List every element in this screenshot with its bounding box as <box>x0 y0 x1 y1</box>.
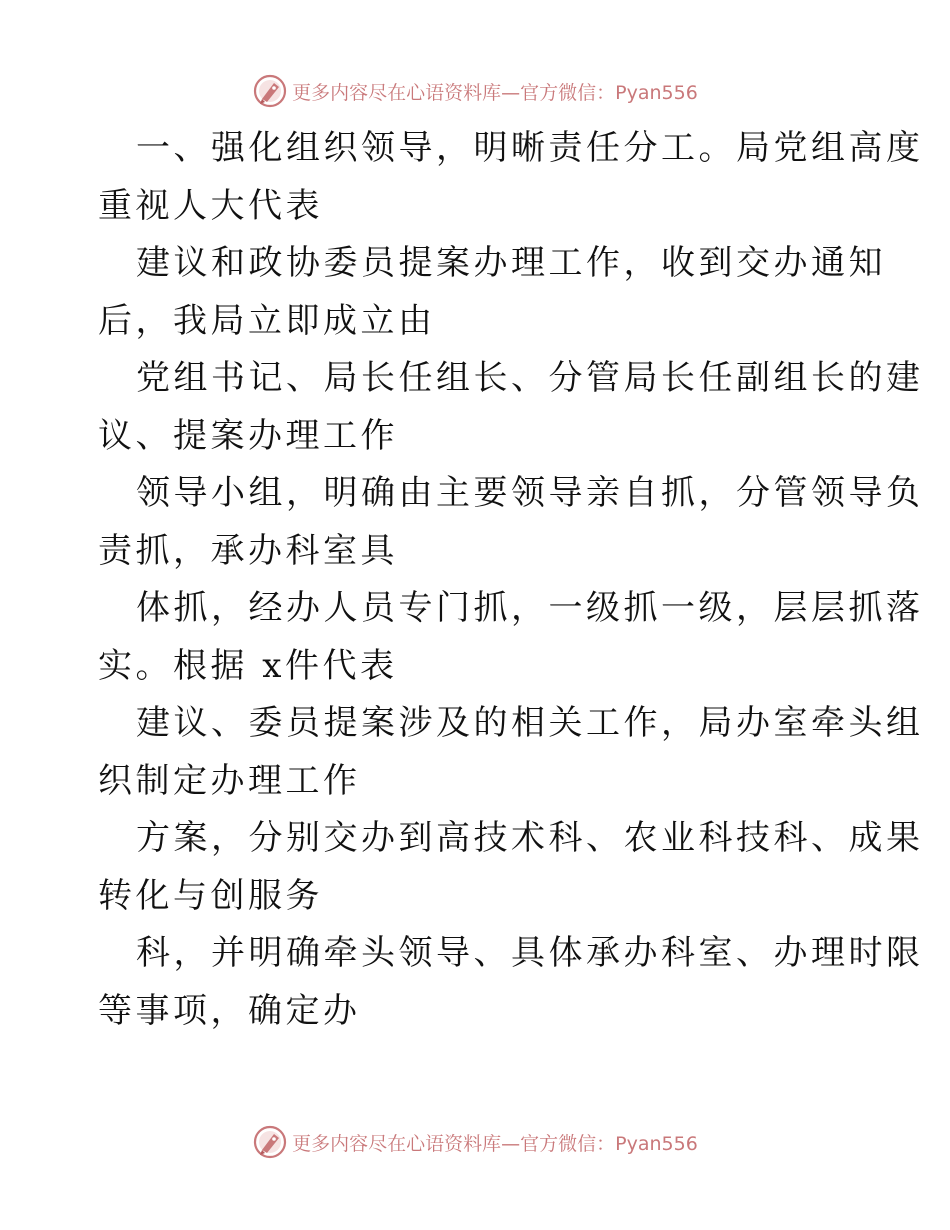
text-line: 实。根据 x件代表 <box>98 645 398 686</box>
header-watermark <box>0 71 950 111</box>
text-line: 重视人大代表 <box>98 185 323 226</box>
watermark-label: 更多内容尽在心语资料库—官方微信： <box>292 81 616 104</box>
text-line: 转化与创服务 <box>98 875 323 916</box>
text-line: 建议、委员提案涉及的相关工作，局办室牵头组 <box>136 703 924 743</box>
text-line: 科，并明确牵头领导、具体承办科室、办理时限 <box>136 933 924 973</box>
text-line: 后，我局立即成立由 <box>98 300 436 341</box>
watermark-text <box>292 78 698 105</box>
document-body <box>98 120 924 1040</box>
text-line: 责抓，承办科室具 <box>98 530 398 571</box>
text-line: 织制定办理工作 <box>98 760 361 801</box>
text-line: 建议和政协委员提案办理工作，收到交办通知 <box>136 243 886 283</box>
pen-nib-seal-icon <box>252 1124 288 1160</box>
watermark-label: 更多内容尽在心语资料库—官方微信： <box>292 1132 616 1155</box>
text-line: 议、提案办理工作 <box>98 415 398 456</box>
text-line: 党组书记、局长任组长、分管局长任副组长的建 <box>136 358 924 398</box>
watermark-wechat-id: Pyan556 <box>615 81 698 104</box>
watermark-text <box>292 1129 698 1156</box>
text-line: 体抓，经办人员专门抓，一级抓一级，层层抓落 <box>136 588 924 628</box>
text-line: 方案，分别交办到高技术科、农业科技科、成果 <box>136 818 924 858</box>
text-line: 等事项，确定办 <box>98 990 361 1031</box>
watermark-wechat-id: Pyan556 <box>615 1132 698 1155</box>
pen-nib-seal-icon <box>252 73 288 109</box>
text-line: 一、强化组织领导，明晰责任分工。局党组高度 <box>136 128 924 168</box>
footer-watermark <box>0 1122 950 1162</box>
text-line: 领导小组，明确由主要领导亲自抓，分管领导负 <box>136 473 924 513</box>
